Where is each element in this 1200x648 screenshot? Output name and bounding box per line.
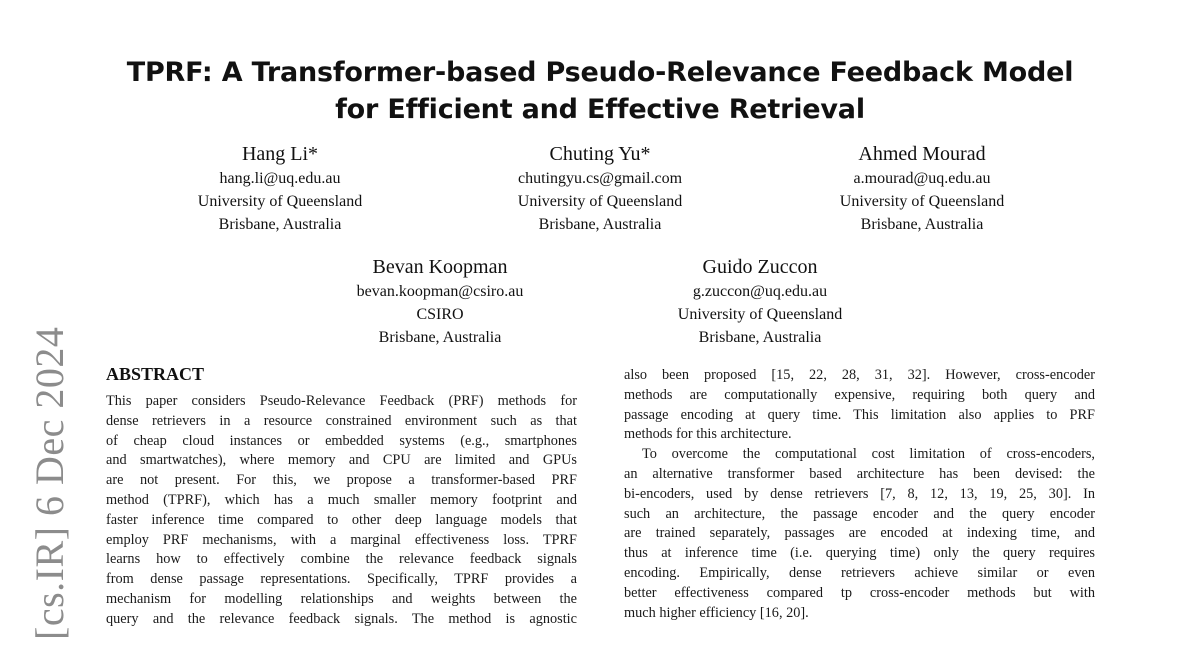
author-email[interactable]: bevan.koopman@csiro.au	[356, 283, 524, 300]
text-line: such an architecture, the passage encoder and the query encoder	[624, 505, 1095, 522]
author-location: Brisbane, Australia	[378, 329, 502, 346]
author-affiliation: University of Queensland	[839, 193, 1005, 210]
right-column-body	[624, 366, 1095, 623]
author-location: Brisbane, Australia	[218, 216, 342, 233]
text-line: methods are computationally expensive, requiring both query and	[624, 386, 1095, 403]
text-line: learns how to effectively combine the relevance feedback signals	[106, 551, 577, 568]
author-block-5	[610, 254, 910, 349]
text-line: faster inference time compared to other deep language models that	[106, 511, 577, 528]
text-line: To overcome the computational cost limitation of cross-encoders,	[642, 446, 1095, 463]
author-block-3	[772, 141, 1072, 236]
text-line: query and the relevance feedback signals. The method is agnostic	[106, 610, 577, 627]
author-email[interactable]: a.mourad@uq.edu.au	[853, 170, 991, 187]
author-email[interactable]: hang.li@uq.edu.au	[219, 170, 341, 187]
right-column-paragraph-1	[624, 366, 1095, 445]
author-email[interactable]: chutingyu.cs@gmail.com	[517, 170, 683, 187]
text-line: method (TPRF), which has a much smaller memory footprint and	[106, 491, 577, 508]
arxiv-stamp: [cs.IR] 6 Dec 2024	[27, 326, 72, 640]
author-name: Bevan Koopman	[372, 256, 508, 278]
author-block-4	[290, 254, 590, 349]
text-line: bi-encoders, used by dense retrievers [7, 8, 12, 13, 19, 25, 30]. In	[624, 485, 1095, 502]
text-line: employ PRF mechanisms, with a marginal effectiveness loss. TPRF	[106, 531, 577, 548]
author-name: Ahmed Mourad	[858, 143, 986, 165]
author-name: Chuting Yu*	[549, 143, 651, 165]
text-line: passage encoding at query time. This limitation also applies to PRF	[624, 406, 1095, 423]
text-line: and smartwatches), where memory and CPU are limited and GPUs	[106, 452, 577, 469]
author-block-1	[130, 141, 430, 236]
paper-title	[0, 54, 1200, 128]
author-location: Brisbane, Australia	[860, 216, 984, 233]
author-affiliation: CSIRO	[416, 306, 464, 323]
text-line: an alternative transformer based architecture has been devised: the	[624, 465, 1095, 482]
text-line: methods for this architecture.	[624, 426, 792, 443]
paper-title-line-1: TPRF: A Transformer-based Pseudo-Relevance Feedback Model	[126, 57, 1074, 88]
text-line: from dense passage representations. Specifically, TPRF provides a	[106, 571, 577, 588]
author-email[interactable]: g.zuccon@uq.edu.au	[692, 283, 828, 300]
author-affiliation: University of Queensland	[677, 306, 843, 323]
author-location: Brisbane, Australia	[538, 216, 662, 233]
text-line: thus at inference time (i.e. querying time) only the query requires	[624, 545, 1095, 562]
text-line: encoding. Empirically, dense retrievers achieve similar or even	[624, 564, 1095, 581]
text-line: also been proposed [15, 22, 28, 31, 32]. However, cross-encoder	[624, 367, 1095, 383]
text-line: are trained separately, passages are encoded at indexing time, and	[624, 525, 1095, 542]
author-affiliation: University of Queensland	[517, 193, 683, 210]
text-line: mechanism for modelling relationships and weights between the	[106, 590, 577, 607]
text-line: are not present. For this, we propose a transformer-based PRF	[106, 472, 577, 489]
author-affiliation: University of Queensland	[197, 193, 363, 210]
text-line: This paper considers Pseudo-Relevance Feedback (PRF) methods for	[106, 393, 577, 409]
text-line: better effectiveness compared tp cross-encoder methods but with	[624, 584, 1095, 601]
text-line: much higher efficiency [16, 20].	[624, 604, 809, 621]
abstract-heading: ABSTRACT	[106, 364, 205, 384]
author-name: Hang Li*	[241, 143, 319, 165]
text-line: of cheap cloud instances or embedded systems (e.g., smartphones	[106, 432, 577, 449]
paper-title-line-2: for Efficient and Effective Retrieval	[335, 94, 865, 125]
text-line: dense retrievers in a resource constrained environment such as that	[106, 412, 577, 429]
author-location: Brisbane, Australia	[698, 329, 822, 346]
abstract-body	[106, 392, 577, 630]
author-name: Guido Zuccon	[702, 256, 818, 278]
right-column-paragraph-2	[624, 445, 1095, 623]
author-block-2	[450, 141, 750, 236]
